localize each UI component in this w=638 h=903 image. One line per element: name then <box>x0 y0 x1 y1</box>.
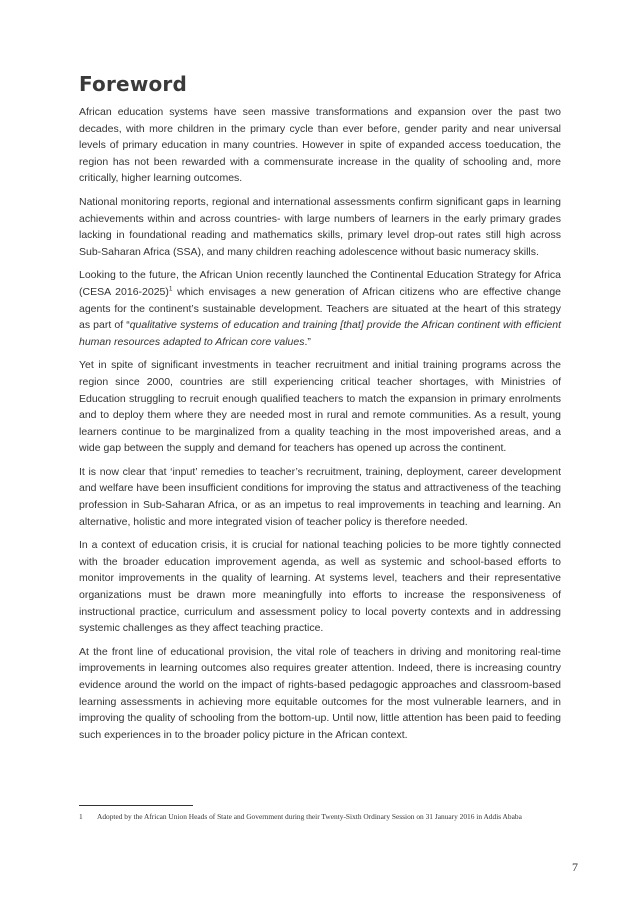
page-title: Foreword <box>79 72 188 96</box>
paragraph-1: African education systems have seen massive transformations and expansion over the past two decades, with more children in the primary cycle than ever before, gender parity and near universal levels of primary education in many countries. However in spite of expanded access toeducation, the region has not been rewarded with a commensurate increase in the quality of schooling and, more critically, higher learning outcomes. <box>79 106 561 185</box>
footnote-divider <box>79 805 193 806</box>
paragraph-3-text-start: Looking to the future, the African Union recently launched the Continental Education Strategy for Africa (CESA 2016-2025) <box>79 269 561 298</box>
paragraph-3-text-middle: which envisages a new generation of African citizens who are effective change agents for the continent’s sustainable development. Teachers are situated at the heart of this strategy as part of “ <box>79 285 561 332</box>
footnote <box>79 812 579 822</box>
footnote-text: Adopted by the African Union Heads of State and Government during their Twenty-Sixth Ordinary Session on 31 January 2016 in Addis Ababa <box>97 812 522 821</box>
paragraph-3 <box>79 267 561 350</box>
paragraph-3-quote: qualitative systems of education and training [that] provide the African continent with efficient human resources adapted to African core values <box>79 319 561 348</box>
paragraph-5: It is now clear that ‘input’ remedies to teacher’s recruitment, training, deployment, career development and welfare have been insufficient conditions for improving the status and attractiveness of the teaching profession in Sub-Saharan Africa, or as an impetus to real improvements in teaching and learning. An alternative, holistic and more integrated vision of teacher policy is therefore needed. <box>79 465 561 528</box>
page-number: 7 <box>572 860 578 874</box>
footnote-number: 1 <box>79 812 83 821</box>
paragraph-4: Yet in spite of significant investments in teacher recruitment and initial training programs across the region since 2000, countries are still experiencing critical teacher shortages, with Ministries of Education struggling to recruit enough qualified teachers to match the expansion in primary enrolments and to deploy them where they are needed most in rural and remote communities. As a result, young learners continue to be marginalized from a quality teaching in the most impoverished areas, and a wide gap between the supply and demand for teachers has opened up across the continent. <box>79 359 561 455</box>
footnote-reference[interactable]: 1 <box>168 285 173 293</box>
paragraph-3-text-end: .” <box>304 335 311 348</box>
paragraph-6: In a context of education crisis, it is crucial for national teaching policies to be more tightly connected with the broader education improvement agenda, as well as systemic and school-based efforts to monitor improvements in the quality of learning. At systems level, teachers and their representative organizations must be drawn more meaningfully into efforts to increase the responsiveness of instructional practice, curriculum and assessment policy to local poverty contexts and in addressing systemic challenges as they affect teaching practice. <box>79 539 561 635</box>
foreword-body <box>79 104 561 750</box>
paragraph-7: At the front line of educational provision, the vital role of teachers in driving and monitoring real-time improvements in learning outcomes also requires greater attention. Indeed, there is increasing country evidence around the world on the impact of rights-based pedagogic approaches and classroom-based learning assessments in achieving more equitable outcomes for the most vulnerable learners, and in improving the quality of schooling from the bottom-up. Until now, little attention has been paid to feeding such experiences in to the broader policy picture in the African context. <box>79 645 561 741</box>
paragraph-2: National monitoring reports, regional and international assessments confirm significant gaps in learning achievements within and across countries- with large numbers of learners in the early primary grades lacking in foundational reading and mathematics skills, primary level drop-out rates still high across Sub-Saharan Africa (SSA), and many children reaching adolescence without basic numeracy skills. <box>79 195 561 258</box>
